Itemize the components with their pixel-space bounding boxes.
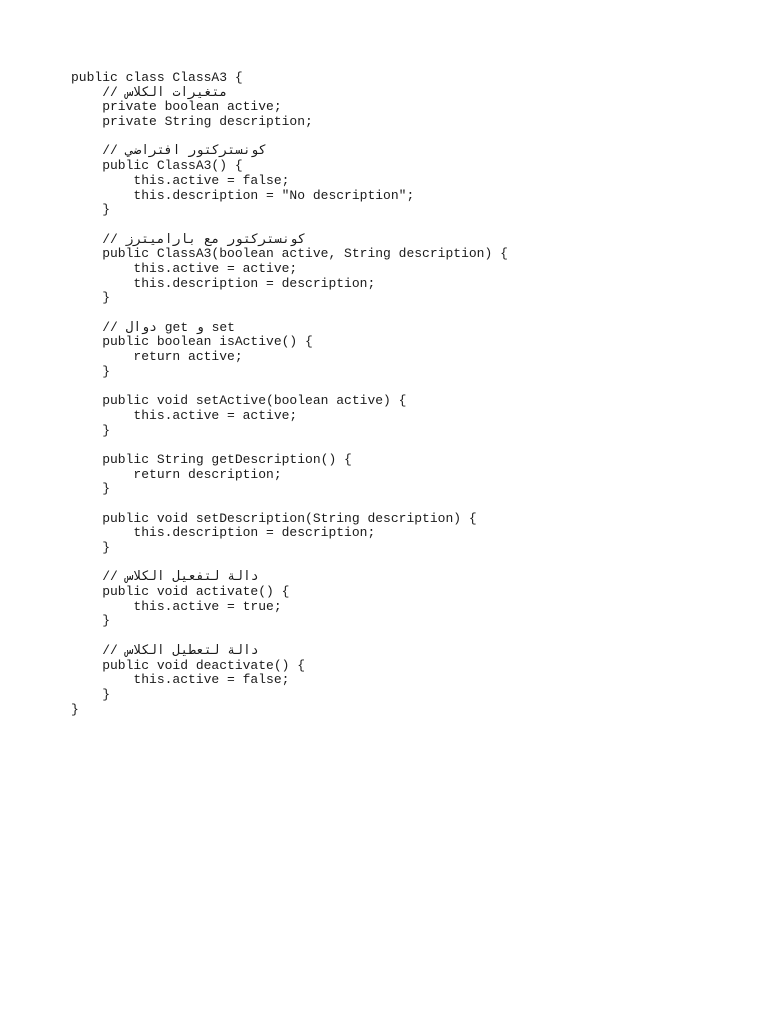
code-line: this.active = false; — [71, 672, 290, 688]
code-line: public void setDescription(String description) { — [71, 510, 477, 526]
code-line: // كونستركتور مع باراميترز — [71, 231, 306, 247]
code-line: this.active = active; — [71, 260, 298, 276]
code-line: this.description = description; — [71, 275, 376, 291]
code-line: this.active = false; — [71, 172, 290, 188]
code-line: // كونستركتور افتراضي — [71, 143, 267, 159]
code-line: } — [71, 701, 79, 717]
code-line — [71, 497, 508, 512]
code-line — [71, 218, 508, 233]
code-line — [71, 629, 508, 644]
code-line: return active; — [71, 349, 243, 365]
code-line: public void activate() { — [71, 584, 290, 600]
code-line: return description; — [71, 466, 282, 482]
code-line — [71, 556, 508, 571]
code-line: } — [71, 686, 111, 702]
code-line: this.active = true; — [71, 598, 282, 614]
code-line: public class ClassA3 { — [71, 70, 243, 85]
code-line — [71, 438, 508, 453]
code-line: } — [71, 202, 111, 218]
code-line: } — [71, 290, 111, 306]
code-line: } — [71, 422, 111, 438]
code-line: } — [71, 540, 111, 555]
code-line: public ClassA3() { — [71, 158, 243, 174]
code-line: public void deactivate() { — [71, 657, 306, 673]
code-line: this.description = "No description"; — [71, 187, 415, 203]
code-line — [71, 379, 508, 394]
code-line: private boolean active; — [71, 99, 282, 115]
code-line: public void setActive(boolean active) { — [71, 393, 407, 409]
code-line: } — [71, 363, 111, 379]
code-line: // متغيرات الكلاس — [71, 84, 228, 100]
code-line: private String description; — [71, 114, 313, 130]
code-line: public boolean isActive() { — [71, 334, 313, 350]
code-line: // دوال get و set — [71, 319, 235, 335]
code-line — [71, 130, 508, 145]
code-line — [71, 306, 508, 321]
code-line: this.active = active; — [71, 407, 298, 423]
code-line: } — [71, 481, 111, 497]
code-line: this.description = description; — [71, 525, 376, 541]
code-document — [71, 71, 508, 717]
code-line: // دالة لتفعيل الكلاس — [71, 569, 259, 585]
code-line: public String getDescription() { — [71, 451, 352, 467]
code-line: // دالة لتعطيل الكلاس — [71, 642, 259, 658]
code-line: public ClassA3(boolean active, String description) { — [71, 246, 508, 262]
code-line: } — [71, 613, 111, 629]
